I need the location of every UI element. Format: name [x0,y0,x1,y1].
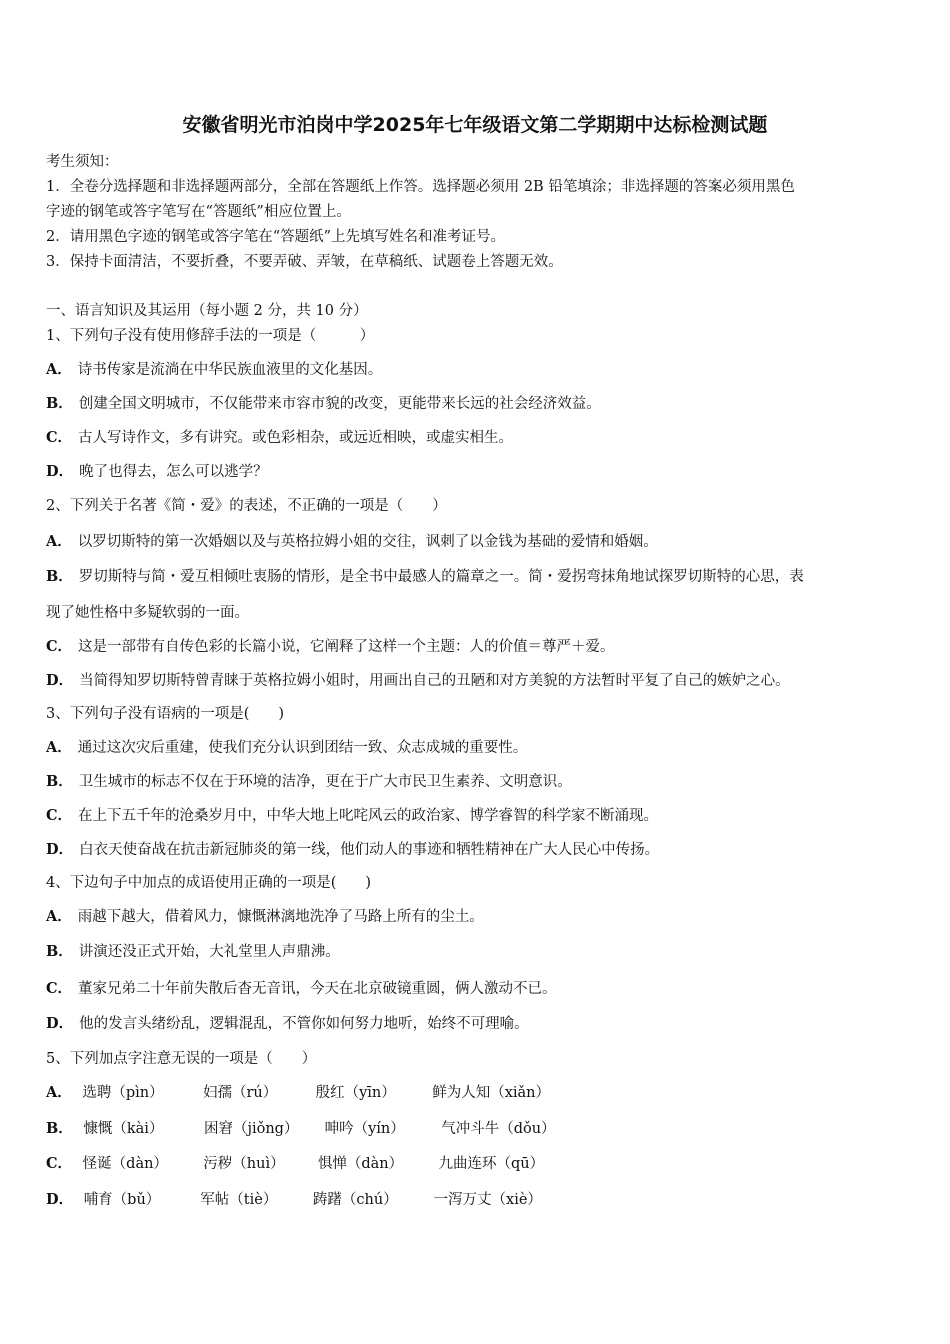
option-text: 通过这次灾后重建，使我们充分认识到团结一致、众志成城的重要性。 [77,740,528,756]
pinyin-item: 殷红（yīn） [315,1085,396,1101]
option-label: A． [46,739,72,756]
option-label: B． [46,568,73,585]
question-4-stem: 4、下边句子中加点的成语使用正确的一项是( ) [46,875,372,891]
question-3-stem: 3、下列句子没有语病的一项是( ) [46,706,285,722]
option-label: B． [46,773,73,790]
pinyin-item: 气冲斗牛（dǒu） [441,1121,556,1137]
option-label: C． [46,429,73,446]
question-4-option-d [46,1014,916,1034]
notice-heading: 考生须知： [46,154,119,170]
question-2-option-d [46,671,916,691]
option-text: 他的发言头绪纷乱，逻辑混乱，不管你如何努力地听，始终不可理喻。 [79,1016,529,1032]
option-text: 罗切斯特与简・爱互相倾吐衷肠的情形，是全书中最感人的篇章之一。简・爱拐弯抹角地试探罗切斯特的心思，表 [78,569,804,585]
option-text: 以罗切斯特的第一次婚姻以及与英格拉姆小姐的交往，讽刺了以金钱为基础的爱情和婚姻。 [77,534,658,550]
option-label: A． [46,908,72,925]
pinyin-item: 踌躇（chú） [312,1192,398,1208]
notice-item-1-line-2: 字迹的钢笔或答字笔写在“答题纸”相应位置上。 [46,204,351,220]
question-2-option-a [46,532,916,552]
question-4-option-a [46,907,916,927]
pinyin-item: 一泻万丈（xiè） [433,1192,542,1208]
pinyin-item: 哺育（bǔ） [83,1192,161,1208]
question-1-option-c [46,428,916,448]
question-1-option-d [46,462,916,482]
option-label: B． [46,1120,73,1137]
pinyin-item: 惧惮（dàn） [317,1156,404,1172]
question-3-option-c [46,806,916,826]
question-3-option-d [46,840,916,860]
question-1-option-b [46,394,916,414]
section-heading: 一、语言知识及其运用（每小题 2 分，共 10 分） [46,303,368,319]
option-text: 雨越下越大，借着风力，慷慨淋漓地洗净了马路上所有的尘土。 [77,909,484,925]
option-label: C． [46,980,73,997]
option-label: D． [46,463,74,480]
question-3-option-b [46,772,916,792]
option-label: A． [46,533,72,550]
option-text: 讲演还没正式开始，大礼堂里人声鼎沸。 [78,944,340,960]
option-label: B． [46,943,73,960]
question-5-option-b [46,1119,916,1139]
page-title: 安徽省明光市泊岗中学2025年七年级语文第二学期期中达标检测试题 [182,114,768,136]
notice-item-1-line-1: 1．全卷分选择题和非选择题两部分，全部在答题纸上作答。选择题必须用 2B 铅笔填涂；非选择题的答案必须用黑色 [46,179,795,195]
option-label: D． [46,841,74,858]
option-text: 晚了也得去，怎么可以逃学？ [79,464,268,480]
option-text: 当简得知罗切斯特曾青睐于英格拉姆小姐时，用画出自己的丑陋和对方美貌的方法暂时平复了自己的嫉妒之心。 [79,673,790,689]
question-5-option-a [46,1083,916,1103]
option-text: 诗书传家是流淌在中华民族血液里的文化基因。 [77,362,383,378]
question-5-stem: 5、下列加点字注意无误的一项是（ ） [46,1051,317,1067]
pinyin-item: 九曲连环（qū） [438,1156,545,1172]
question-2-option-c [46,637,916,657]
question-2-stem: 2、下列关于名著《简・爱》的表述，不正确的一项是（ ） [46,498,447,514]
question-4-option-c [46,979,916,999]
notice-item-2: 2．请用黑色字迹的钢笔或答字笔在“答题纸”上先填写姓名和准考证号。 [46,229,506,245]
pinyin-item: 妇孺（rú） [202,1085,278,1101]
option-text: 这是一部带有自传色彩的长篇小说，它阐释了这样一个主题：人的价值＝尊严＋爱。 [78,639,615,655]
pinyin-item: 污秽（huì） [203,1156,285,1172]
question-4-option-b [46,942,916,962]
option-label: A． [46,361,72,378]
option-text: 董家兄弟二十年前失散后杳无音讯，今天在北京破镜重圆，俩人激动不已。 [78,981,557,997]
option-label: D． [46,1191,74,1208]
pinyin-item: 呻吟（yín） [324,1121,405,1137]
pinyin-item: 慷慨（kài） [83,1121,164,1137]
pinyin-item: 军帖（tiè） [200,1192,278,1208]
option-text: 创建全国文明城市，不仅能带来市容市貌的改变，更能带来长远的社会经济效益。 [78,396,601,412]
pinyin-item: 怪诞（dàn） [82,1156,168,1172]
option-label: D． [46,1015,74,1032]
option-label: B． [46,395,73,412]
question-5-option-d [46,1190,916,1210]
option-label: C． [46,638,73,655]
pinyin-item: 困窘（jiǒng） [203,1121,299,1137]
question-1-stem: 1、下列句子没有使用修辞手法的一项是（ ） [46,328,375,344]
question-1-option-a [46,360,916,380]
question-2-option-b-line-2: 现了她性格中多疑软弱的一面。 [46,605,249,621]
pinyin-item: 选聘（pìn） [82,1085,164,1101]
pinyin-item: 鲜为人知（xiǎn） [432,1085,551,1101]
option-text: 古人写诗作文，多有讲究。或色彩相杂，或远近相映，或虚实相生。 [78,430,514,446]
option-text: 在上下五千年的沧桑岁月中，中华大地上叱咤风云的政治家、博学睿智的科学家不断涌现。 [78,808,659,824]
question-2-option-b-line-1 [46,567,916,587]
option-label: C． [46,1155,73,1172]
option-text: 卫生城市的标志不仅在于环境的洁净，更在于广大市民卫生素养、文明意识。 [78,774,572,790]
question-5-option-c [46,1154,916,1174]
option-label: A． [46,1084,72,1101]
option-label: C． [46,807,73,824]
option-text: 白衣天使奋战在抗击新冠肺炎的第一线，他们动人的事迹和牺牲精神在广大人民心中传扬。 [79,842,660,858]
option-label: D． [46,672,74,689]
notice-item-3: 3．保持卡面清洁，不要折叠，不要弄破、弄皱，在草稿纸、试题卷上答题无效。 [46,254,563,270]
question-3-option-a [46,738,916,758]
